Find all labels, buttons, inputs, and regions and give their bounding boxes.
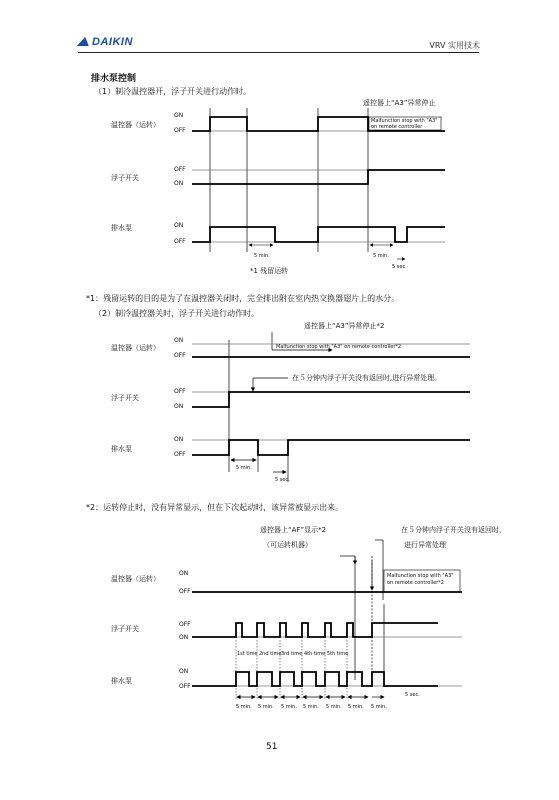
d1-row-label-pump: 排水泵: [111, 224, 132, 232]
d3-float-note-2: 进行异常处理: [404, 541, 446, 549]
d3-five-min-7: 5 min.: [371, 704, 387, 710]
d2-row-label-float: 浮子开关: [111, 394, 139, 402]
d1-malfunction-en-1: Malfunction stop with "A3": [371, 118, 438, 124]
d3-five-min-3: 5 min.: [281, 704, 297, 710]
d1-pump-on: ON: [174, 222, 184, 229]
d1-thermo-on: ON: [174, 112, 184, 119]
d2-float-on: ON: [174, 403, 184, 410]
doc-title: VRV 实用技术: [429, 41, 480, 50]
d2-duration-a: 5 min.: [236, 465, 252, 471]
d1-pump-off: OFF: [174, 238, 186, 245]
d3-pump-off: OFF: [179, 683, 191, 690]
d3-time-5: 5th time: [327, 651, 349, 657]
d1-duration-a: 5 min.: [254, 253, 270, 259]
d3-time-4: 4th time: [304, 651, 326, 657]
section-title: 排水泵控制: [91, 74, 137, 84]
d2-float-off: OFF: [174, 388, 186, 395]
d3-float-off: OFF: [179, 621, 191, 628]
d3-float-on: ON: [179, 634, 189, 641]
d3-malfunction-en-2: on remote controller*2: [387, 580, 444, 586]
d2-row-label-thermostat: 温控器（运转）: [111, 344, 160, 352]
d1-malfunction-en-2: on remote controller: [371, 124, 423, 130]
d2-stop-note: 遥控器上“A3”异常停止*2: [304, 322, 385, 330]
part1-intro: （1）制冷温控器开，浮子开关进行动作时。: [94, 87, 252, 96]
d1-float-on: ON: [174, 180, 184, 187]
d3-row-label-thermostat: 温控器（运转）: [111, 575, 160, 583]
d1-stop-note: 遥控器上“A3”异常停止: [363, 99, 436, 107]
d2-thermo-off: OFF: [174, 352, 186, 359]
d3-thermo-off: OFF: [179, 588, 191, 595]
brand-text: DAIKIN: [92, 36, 133, 48]
d3-af-note-1: 遥控器上“AF”显示*2: [260, 526, 327, 534]
d3-five-min-2: 5 min.: [258, 704, 274, 710]
page-number: 51: [266, 742, 278, 752]
d2-float-note: 在５分钟内浮子开关没有返回时,进行异常处理。: [292, 374, 442, 382]
d3-five-sec: 5 sec.: [405, 692, 420, 698]
d3-time-2: 2nd time: [259, 651, 282, 657]
part2-intro: （2）制冷温控器关时，浮子开关进行动作时。: [94, 309, 260, 318]
d1-row-label-float: 浮子开关: [111, 174, 139, 182]
d3-row-label-pump: 排水泵: [111, 677, 132, 685]
d2-pump-on: ON: [174, 436, 184, 443]
d3-time-1: 1st time: [237, 651, 258, 657]
d3-time-3: 3rd time: [281, 651, 303, 657]
d3-five-min-4: 5 min.: [303, 704, 319, 710]
d3-row-label-float: 浮子开关: [111, 625, 139, 633]
d1-duration-b: 5 min.: [373, 253, 389, 259]
d2-malfunction-en: Malfunction stop with "A3" on remote controller*2: [276, 344, 402, 350]
d3-thermo-on: ON: [179, 570, 189, 577]
d2-duration-b: 5 sec.: [275, 477, 290, 483]
d3-five-min-1: 5 min.: [236, 704, 252, 710]
d1-thermo-off: OFF: [174, 127, 186, 134]
d3-malfunction-en-1: Malfunction stop with "A3": [387, 573, 454, 579]
d3-float-note-1: 在５分钟内浮子开关没有返回时，: [401, 526, 506, 534]
d1-row-label-thermostat: 温控器（运转）: [111, 121, 160, 129]
d1-residual-note: *1 残留运转: [250, 267, 289, 275]
d1-float-off: OFF: [174, 166, 186, 173]
d1-duration-c: 5 sec.: [392, 264, 407, 270]
footnote-1: *1：残留运转的目的是为了在温控器关闭时，完全排出附在室内热交换器翅片上的水分。: [86, 294, 400, 303]
d3-af-note-2: （可运转机器）: [263, 541, 312, 549]
d3-pump-on: ON: [179, 668, 189, 675]
d2-pump-off: OFF: [174, 451, 186, 458]
d3-five-min-5: 5 min.: [326, 704, 342, 710]
d3-five-min-6: 5 min.: [348, 704, 364, 710]
d2-thermo-on: ON: [174, 337, 184, 344]
d2-row-label-pump: 排水泵: [111, 445, 132, 453]
footnote-2: *2：运转停止时，没有异常显示，但在下次起动时，该异常被显示出来。: [86, 503, 344, 512]
